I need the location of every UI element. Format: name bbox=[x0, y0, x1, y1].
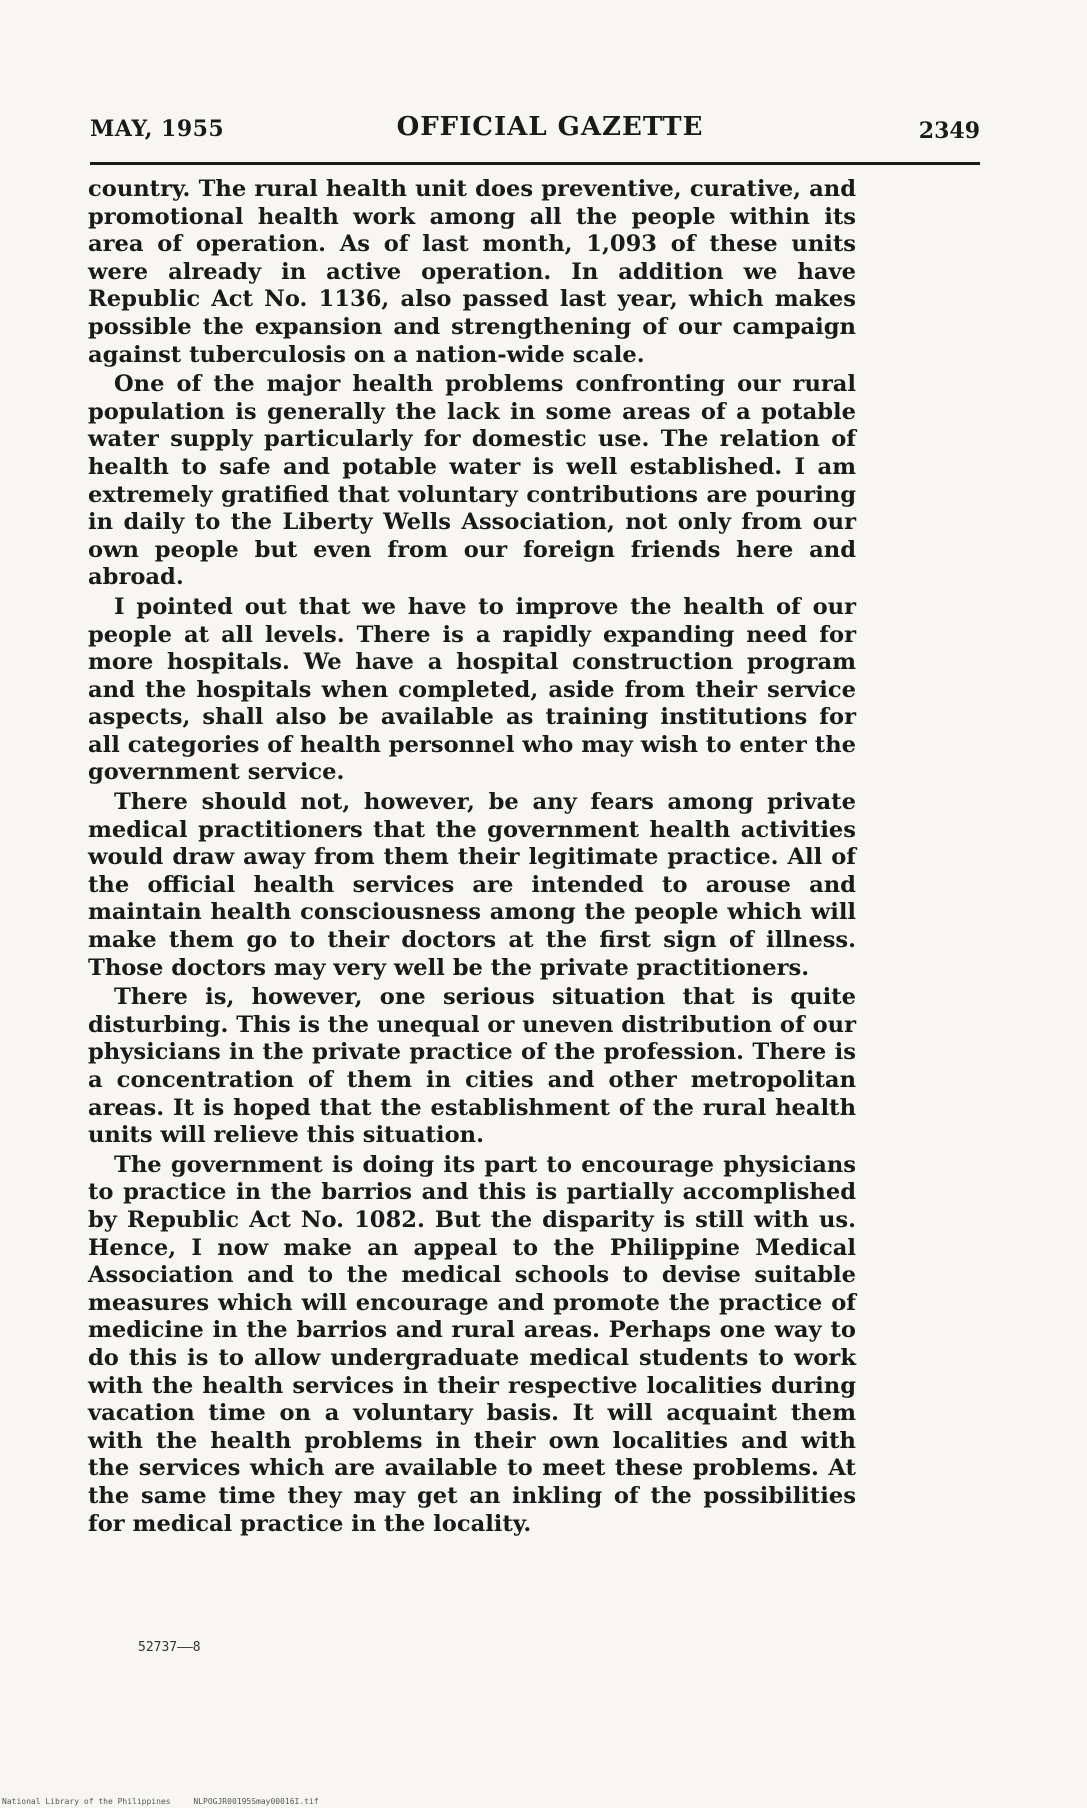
publication-title: OFFICIAL GAZETTE bbox=[396, 112, 704, 142]
footer-file: NLPOGJR00195Smay00016I.tif bbox=[193, 1797, 319, 1806]
paragraph: The government is doing its part to encourage physicians to practice in the barrios and this is partially accomplished by Republic Act No. 1082. But the disparity is still with us. Hence, I now make an appeal to the Philippine Medical Association and to the medical schools to devise suitable measures which will encourage and promote the practice of medicine in the barrios and rural areas. Perhaps one way to do this is to allow undergraduate medical students to work with the health services in their respective localities during vacation time on a voluntary basis. It will acquaint them with the health problems in their own localities and with the services which are available to meet these problems. At the same time they may get an inkling of the possibilities for medical practice in the locality. bbox=[88, 1151, 856, 1537]
paragraph: country. The rural health unit does preventive, curative, and promotional health work among all the people within its area of operation. As of last month, 1,093 of these units were already in active operation. In addition we have Republic Act No. 1136, also passed last year, which makes possible the expansion and strengthening of our campaign against tuberculosis on a nation-wide scale. bbox=[88, 176, 856, 368]
paragraph: There should not, however, be any fears among private medical practitioners that the government health activities would draw away from them their legitimate practice. All of the official health services are intended to arouse and maintain health consciousness among the people which will make them go to their doctors at the first sign of illness. Those doctors may very well be the private practitioners. bbox=[88, 789, 856, 981]
print-code: 52737——8 bbox=[138, 1640, 201, 1655]
paragraph: I pointed out that we have to improve the health of our people at all levels. There is a rapidly expanding need for more hospitals. We have a hospital construction program and the hospitals when completed, aside from their service aspects, shall also be available as training institutions for all categories of health personnel who may wish to enter the government service. bbox=[88, 593, 856, 786]
article-body bbox=[88, 176, 856, 1540]
paragraph: There is, however, one serious situation that is quite disturbing. This is the unequal or uneven distribution of our physicians in the private practice of the profession. There is a concentration of them in cities and other metropolitan areas. It is hoped that the establishment of the rural health units will relieve this situation. bbox=[88, 984, 856, 1149]
page-header bbox=[90, 112, 980, 152]
issue-date: MAY, 1955 bbox=[90, 116, 225, 142]
header-rule bbox=[90, 162, 980, 165]
page-number: 2349 bbox=[918, 118, 980, 144]
footer-source: National Library of the Philippines bbox=[2, 1797, 171, 1806]
paragraph: One of the major health problems confronting our rural population is generally the lack in some areas of a potable water supply particularly for domestic use. The relation of health to safe and potable water is well established. I am extremely gratified that voluntary contributions are pouring in daily to the Liberty Wells Association, not only from our own people but even from our foreign friends here and abroad. bbox=[88, 371, 856, 591]
scan-footer bbox=[2, 1797, 1085, 1806]
